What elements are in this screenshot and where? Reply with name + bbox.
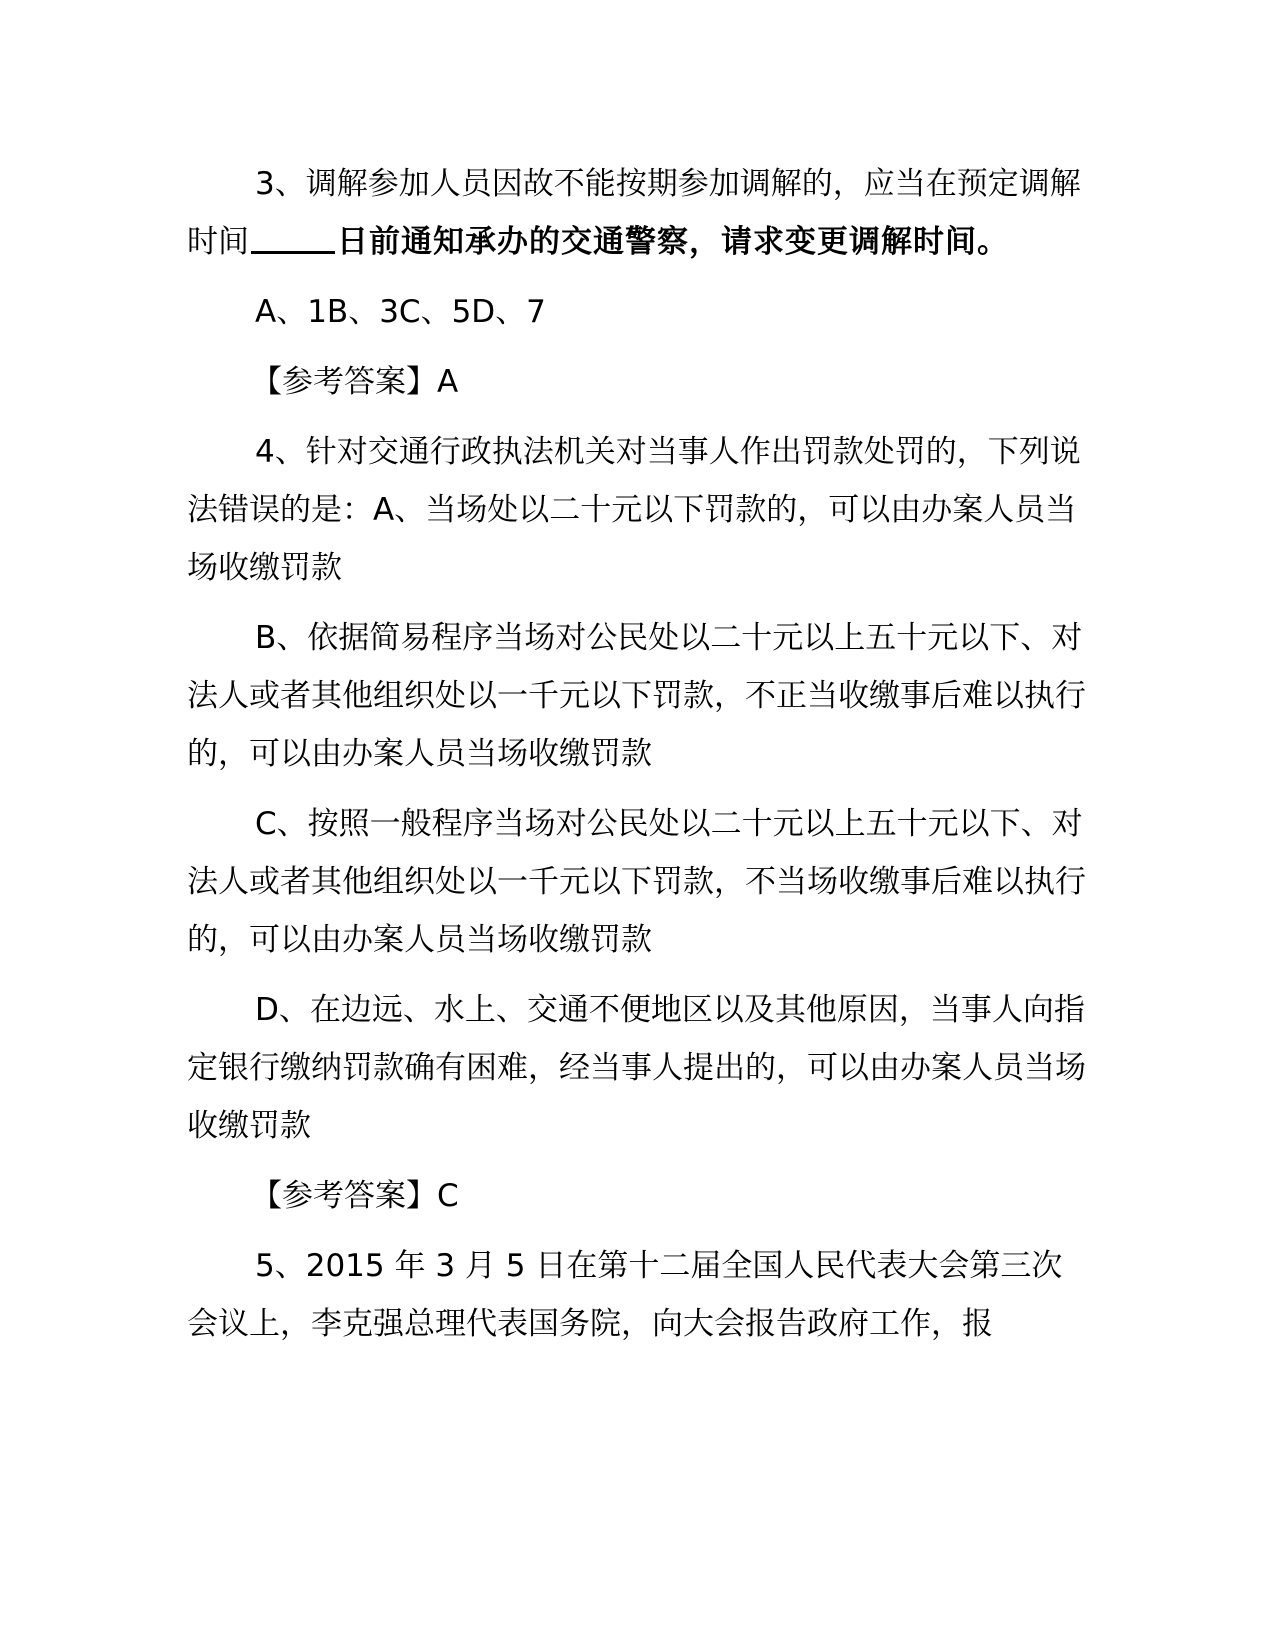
- fill-in-blank: [251, 221, 335, 254]
- question-3-text-after: ，请求变更调解时间。: [689, 224, 1009, 260]
- question-3-options: A、1B、3C、5D、7: [255, 294, 546, 330]
- question-3-text-before: 3、调解参加人员因故不能按期参加调解的，应当在预定调解时间: [187, 166, 1081, 260]
- question-5-stem: 5、2015 年 3 月 5 日在第十二届全国人民代表大会第三次会议上，李克强总理代表国务院，向大会报告政府工作，报: [187, 1248, 1063, 1342]
- document-page: [187, 155, 1087, 1365]
- question-4-answer: 【参考答案】C: [251, 1178, 459, 1214]
- question-3-answer: 【参考答案】A: [251, 364, 459, 400]
- question-4-option-b: B、依据简易程序当场对公民处以二十元以上五十元以下、对法人或者其他组织处以一千元以下罚款，不正当收缴事后难以执行的，可以由办案人员当场收缴罚款: [187, 620, 1086, 772]
- question-4-stem: 4、针对交通行政执法机关对当事人作出罚款处罚的，下列说法错误的是：A、当场处以二十元以下罚款的，可以由办案人员当场收缴罚款: [187, 434, 1081, 586]
- question-3-stem: [187, 155, 1087, 271]
- question-4-option-c: C、按照一般程序当场对公民处以二十元以上五十元以下、对法人或者其他组织处以一千元以下罚款，不当场收缴事后难以执行的，可以由办案人员当场收缴罚款: [187, 806, 1086, 958]
- question-4-option-d: D、在边远、水上、交通不便地区以及其他原因，当事人向指定银行缴纳罚款确有困难，经当事人提出的，可以由办案人员当场收缴罚款: [187, 992, 1086, 1144]
- question-3-text-bold: 日前通知承办的交通警察: [337, 224, 689, 260]
